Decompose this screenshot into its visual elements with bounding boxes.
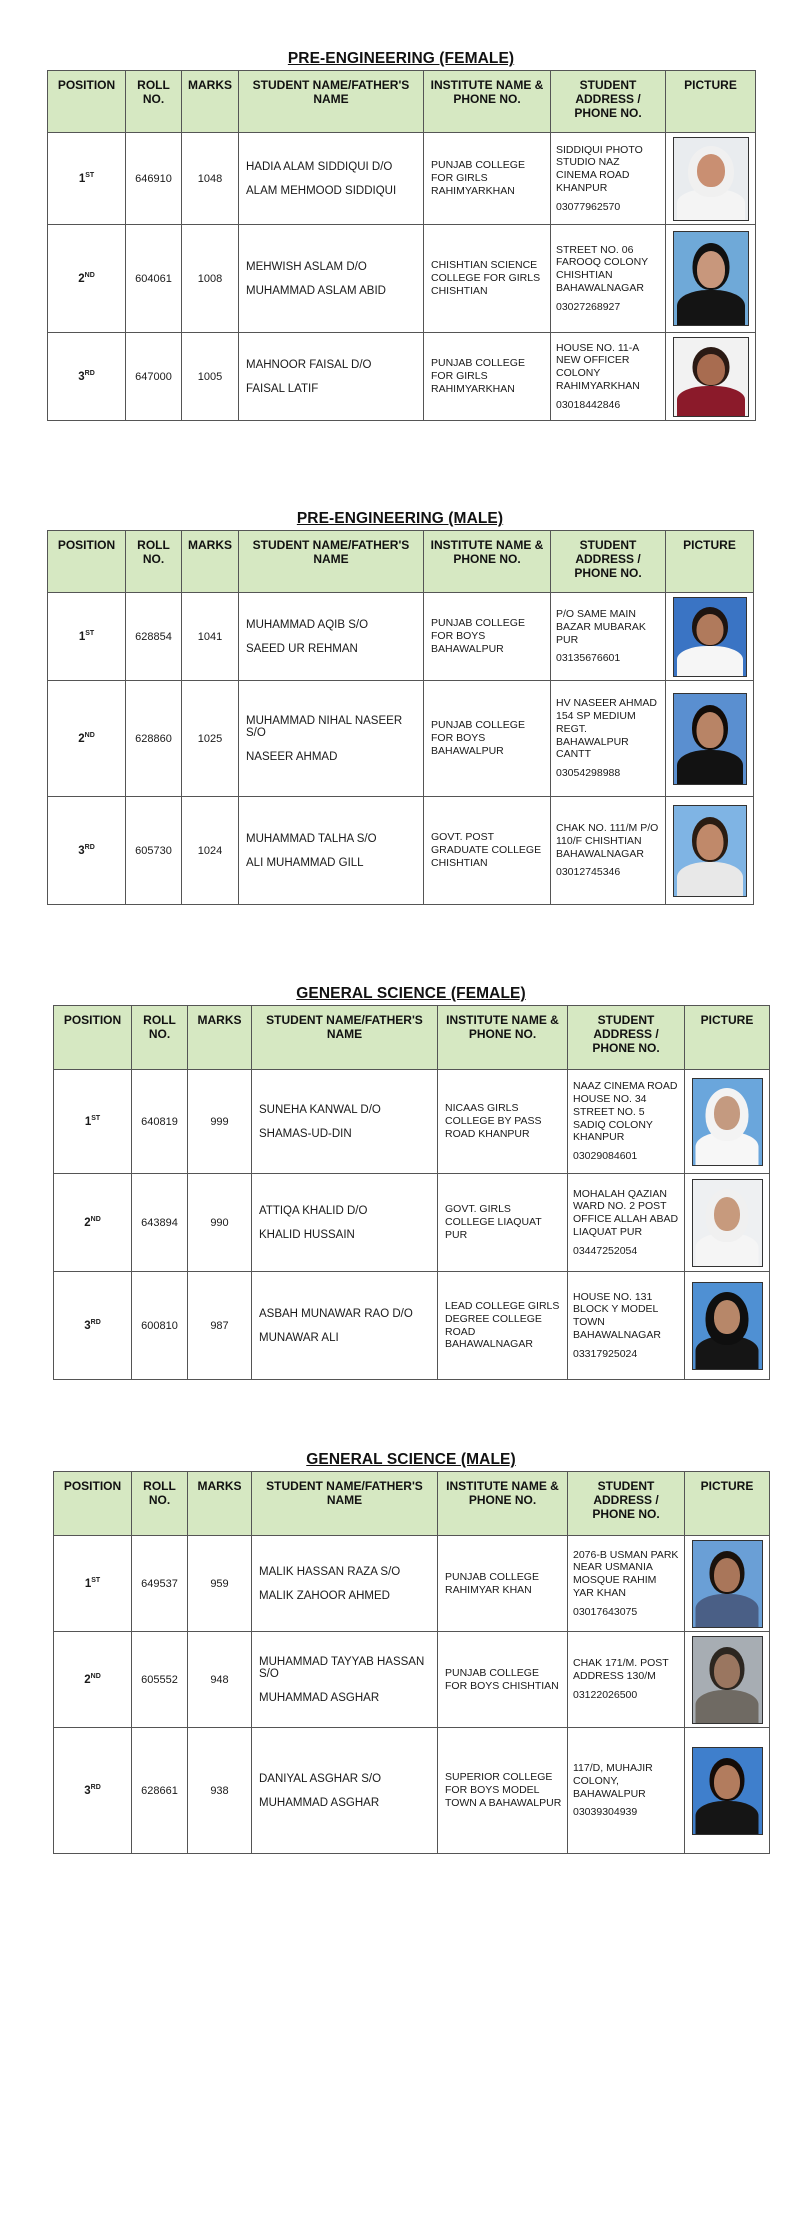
student-name-cell	[252, 1272, 438, 1380]
father-name: MUHAMMAD ASGHAR	[259, 1796, 380, 1809]
picture-cell	[685, 1174, 770, 1272]
student-name-cell	[252, 1632, 438, 1728]
marks-cell: 959	[188, 1536, 252, 1632]
institute-cell: SUPERIOR COLLEGE FOR BOYS MODEL TOWN A BAHAWALPUR	[438, 1728, 568, 1854]
position-cell	[54, 1070, 132, 1174]
position-number: 2	[84, 1673, 91, 1686]
results-table	[53, 1005, 770, 1380]
marks-cell: 938	[188, 1728, 252, 1854]
marks-cell: 990	[188, 1174, 252, 1272]
roll-no-cell: 628860	[126, 681, 182, 797]
position-suffix: ST	[85, 172, 95, 180]
results-table	[47, 530, 754, 905]
father-name: MALIK ZAHOOR AHMED	[259, 1589, 390, 1602]
student-name-header: STUDENT NAME/FATHER'S NAME	[239, 71, 424, 133]
marks-cell: 1041	[182, 593, 239, 681]
position-suffix: ND	[84, 272, 95, 280]
position-number: 2	[84, 1216, 91, 1229]
student-phone: 03018442846	[556, 398, 621, 411]
student-phone: 03054298988	[556, 767, 621, 780]
address-cell	[568, 1728, 685, 1854]
position-number: 1	[78, 172, 86, 185]
table-row	[54, 1174, 770, 1272]
picture-cell	[685, 1632, 770, 1728]
student-photo	[692, 1540, 763, 1628]
institute-cell: GOVT. POST GRADUATE COLLEGE CHISHTIAN	[424, 797, 551, 905]
student-phone: 03135676601	[556, 652, 621, 665]
table-row	[54, 1536, 770, 1632]
father-name: SAEED UR REHMAN	[246, 642, 358, 655]
student-phone: 03317925024	[573, 1347, 638, 1360]
address-cell	[568, 1272, 685, 1380]
table-row	[54, 1272, 770, 1380]
student-name: MEHWISH ASLAM D/O	[246, 260, 367, 273]
table-row	[48, 133, 756, 225]
student-photo	[692, 1636, 763, 1724]
position-suffix: ND	[90, 1673, 101, 1681]
position-cell	[48, 593, 126, 681]
institute-cell: GOVT. GIRLS COLLEGE LIAQUAT PUR	[438, 1174, 568, 1272]
marks-cell: 1025	[182, 681, 239, 797]
father-name: SHAMAS-UD-DIN	[259, 1127, 352, 1140]
student-name-cell	[239, 333, 424, 421]
student-name: ATTIQA KHALID D/O	[259, 1204, 368, 1217]
picture-cell	[666, 681, 754, 797]
picture-cell	[666, 333, 756, 421]
result-section	[47, 50, 755, 421]
roll-no-cell: 600810	[132, 1272, 188, 1380]
position-cell	[54, 1536, 132, 1632]
section-title: PRE-ENGINEERING (FEMALE)	[287, 50, 515, 67]
student-photo	[692, 1179, 763, 1267]
student-name: MUHAMMAD NIHAL NASEER S/O	[246, 714, 403, 739]
father-name: FAISAL LATIF	[246, 382, 319, 395]
marks-header: MARKS	[182, 531, 239, 593]
picture-cell	[666, 133, 756, 225]
roll-no-header: ROLL NO.	[126, 71, 182, 133]
picture-header: PICTURE	[685, 1006, 770, 1070]
institute-header: INSTITUTE NAME & PHONE NO.	[438, 1472, 568, 1536]
picture-cell	[685, 1536, 770, 1632]
roll-no-cell: 646910	[126, 133, 182, 225]
father-name: ALI MUHAMMAD GILL	[246, 856, 364, 869]
marks-header: MARKS	[188, 1006, 252, 1070]
student-address: HOUSE NO. 131 BLOCK Y MODEL TOWN BAHAWALNAGAR	[573, 1290, 661, 1341]
position-cell	[48, 333, 126, 421]
picture-cell	[666, 593, 754, 681]
position-suffix: ST	[85, 630, 95, 638]
section-title: GENERAL SCIENCE (FEMALE)	[296, 985, 526, 1002]
picture-cell	[666, 797, 754, 905]
address-header: STUDENT ADDRESS / PHONE NO.	[551, 531, 666, 593]
student-photo	[692, 1282, 763, 1370]
position-header: POSITION	[54, 1006, 132, 1070]
father-name: MUHAMMAD ASLAM ABID	[246, 284, 386, 297]
institute-cell: NICAAS GIRLS COLLEGE BY PASS ROAD KHANPUR	[438, 1070, 568, 1174]
student-address: CHAK NO. 111/M P/O 110/F CHISHTIAN BAHAWALNAGAR	[556, 821, 659, 860]
address-cell	[551, 133, 666, 225]
position-header: POSITION	[48, 71, 126, 133]
student-photo	[692, 1078, 763, 1166]
student-address: 2076-B USMAN PARK NEAR USMANIA MOSQUE RAHIM YAR KHAN	[573, 1548, 679, 1599]
marks-cell: 987	[188, 1272, 252, 1380]
institute-cell: PUNJAB COLLEGE FOR BOYS CHISHTIAN	[438, 1632, 568, 1728]
address-cell	[551, 681, 666, 797]
student-name: HADIA ALAM SIDDIQUI D/O	[246, 160, 393, 173]
roll-no-header: ROLL NO.	[126, 531, 182, 593]
table-row	[54, 1070, 770, 1174]
result-section	[47, 510, 753, 905]
position-number: 1	[84, 1577, 92, 1590]
student-name: MALIK HASSAN RAZA S/O	[259, 1565, 401, 1578]
student-photo	[673, 805, 747, 897]
position-suffix: RD	[84, 370, 95, 378]
student-name: MAHNOOR FAISAL D/O	[246, 358, 372, 371]
address-header: STUDENT ADDRESS / PHONE NO.	[568, 1472, 685, 1536]
position-number: 1	[78, 630, 86, 643]
student-name-cell	[252, 1070, 438, 1174]
picture-header: PICTURE	[685, 1472, 770, 1536]
student-name: MUHAMMAD TALHA S/O	[246, 832, 377, 845]
marks-cell: 1008	[182, 225, 239, 333]
roll-no-cell: 628661	[132, 1728, 188, 1854]
student-phone: 03039304939	[573, 1806, 638, 1819]
table-row	[48, 797, 754, 905]
position-number: 1	[84, 1115, 92, 1128]
picture-cell	[685, 1272, 770, 1380]
table-row	[48, 225, 756, 333]
roll-no-header: ROLL NO.	[132, 1006, 188, 1070]
student-photo	[673, 597, 747, 677]
picture-cell	[685, 1728, 770, 1854]
student-address: HOUSE NO. 11-A NEW OFFICER COLONY RAHIMYARKHAN	[556, 341, 640, 392]
marks-header: MARKS	[182, 71, 239, 133]
picture-header: PICTURE	[666, 71, 756, 133]
picture-header: PICTURE	[666, 531, 754, 593]
picture-cell	[685, 1070, 770, 1174]
student-name: MUHAMMAD TAYYAB HASSAN S/O	[259, 1655, 425, 1680]
position-number: 3	[84, 1319, 91, 1332]
student-name: ASBAH MUNAWAR RAO D/O	[259, 1307, 413, 1320]
student-name-cell	[239, 593, 424, 681]
position-cell	[48, 225, 126, 333]
position-cell	[54, 1174, 132, 1272]
institute-cell: CHISHTIAN SCIENCE COLLEGE FOR GIRLS CHISHTIAN	[424, 225, 551, 333]
student-name: SUNEHA KANWAL D/O	[259, 1103, 381, 1116]
student-phone: 03029084601	[573, 1150, 638, 1163]
student-name-header: STUDENT NAME/FATHER'S NAME	[252, 1006, 438, 1070]
student-phone: 03027268927	[556, 300, 621, 313]
institute-cell: PUNJAB COLLEGE FOR BOYS BAHAWALPUR	[424, 681, 551, 797]
picture-cell	[666, 225, 756, 333]
student-name-cell	[239, 681, 424, 797]
student-address: 117/D, MUHAJIR COLONY, BAHAWALPUR	[573, 1761, 653, 1800]
table-row	[54, 1728, 770, 1854]
position-cell	[54, 1632, 132, 1728]
marks-cell: 1005	[182, 333, 239, 421]
table-row	[48, 681, 754, 797]
institute-header: INSTITUTE NAME & PHONE NO.	[438, 1006, 568, 1070]
father-name: MUHAMMAD ASGHAR	[259, 1691, 380, 1704]
position-suffix: RD	[90, 1784, 101, 1792]
position-number: 2	[78, 732, 85, 745]
position-suffix: RD	[90, 1319, 101, 1327]
section-title: PRE-ENGINEERING (MALE)	[296, 510, 504, 527]
position-cell	[48, 681, 126, 797]
section-title: GENERAL SCIENCE (MALE)	[306, 1451, 516, 1468]
roll-no-cell: 643894	[132, 1174, 188, 1272]
position-cell	[54, 1272, 132, 1380]
roll-no-header: ROLL NO.	[132, 1472, 188, 1536]
student-address: HV NASEER AHMAD 154 SP MEDIUM REGT. BAHAWALPUR CANTT	[556, 697, 657, 761]
address-cell	[551, 797, 666, 905]
result-section	[53, 985, 769, 1380]
institute-header: INSTITUTE NAME & PHONE NO.	[424, 531, 551, 593]
position-number: 3	[78, 370, 85, 383]
father-name: MUNAWAR ALI	[259, 1331, 339, 1344]
marks-cell: 1048	[182, 133, 239, 225]
address-cell	[551, 225, 666, 333]
father-name: KHALID HUSSAIN	[259, 1228, 355, 1241]
student-address: SIDDIQUI PHOTO STUDIO NAZ CINEMA ROAD KHANPUR	[556, 143, 643, 194]
institute-cell: PUNJAB COLLEGE FOR GIRLS RAHIMYARKHAN	[424, 133, 551, 225]
student-address: STREET NO. 06 FAROOQ COLONY CHISHTIAN BAHAWALNAGAR	[556, 243, 648, 294]
institute-cell: LEAD COLLEGE GIRLS DEGREE COLLEGE ROAD BAHAWALNAGAR	[438, 1272, 568, 1380]
student-name-cell	[239, 225, 424, 333]
roll-no-cell: 605730	[126, 797, 182, 905]
position-suffix: ND	[90, 1216, 101, 1224]
roll-no-cell: 605552	[132, 1632, 188, 1728]
institute-cell: PUNJAB COLLEGE FOR GIRLS RAHIMYARKHAN	[424, 333, 551, 421]
student-name-cell	[252, 1174, 438, 1272]
student-name-cell	[252, 1728, 438, 1854]
student-name: MUHAMMAD AQIB S/O	[246, 618, 369, 631]
student-name-header: STUDENT NAME/FATHER'S NAME	[239, 531, 424, 593]
position-number: 3	[84, 1784, 91, 1797]
address-header: STUDENT ADDRESS / PHONE NO.	[568, 1006, 685, 1070]
roll-no-cell: 649537	[132, 1536, 188, 1632]
student-phone: 03012745346	[556, 866, 621, 879]
result-section	[53, 1451, 769, 1854]
position-suffix: RD	[84, 844, 95, 852]
father-name: ALAM MEHMOOD SIDDIQUI	[246, 184, 397, 197]
address-cell	[568, 1632, 685, 1728]
institute-cell: PUNJAB COLLEGE FOR BOYS BAHAWALPUR	[424, 593, 551, 681]
address-header: STUDENT ADDRESS / PHONE NO.	[551, 71, 666, 133]
position-cell	[48, 133, 126, 225]
position-suffix: ND	[84, 732, 95, 740]
student-photo	[673, 693, 747, 785]
institute-header: INSTITUTE NAME & PHONE NO.	[424, 71, 551, 133]
position-header: POSITION	[54, 1472, 132, 1536]
student-photo	[692, 1747, 763, 1835]
address-cell	[568, 1070, 685, 1174]
roll-no-cell: 604061	[126, 225, 182, 333]
student-name-cell	[239, 797, 424, 905]
student-phone: 03077962570	[556, 200, 621, 213]
marks-cell: 999	[188, 1070, 252, 1174]
student-address: MOHALAH QAZIAN WARD NO. 2 POST OFFICE ALLAH ABAD LIAQUAT PUR	[573, 1187, 679, 1238]
address-cell	[568, 1536, 685, 1632]
student-phone: 03122026500	[573, 1688, 638, 1701]
address-cell	[568, 1174, 685, 1272]
roll-no-cell: 640819	[132, 1070, 188, 1174]
roll-no-cell: 628854	[126, 593, 182, 681]
address-cell	[551, 593, 666, 681]
position-cell	[48, 797, 126, 905]
student-name: DANIYAL ASGHAR S/O	[259, 1772, 382, 1785]
table-row	[48, 333, 756, 421]
student-photo	[673, 231, 749, 326]
address-cell	[551, 333, 666, 421]
position-suffix: ST	[91, 1115, 101, 1123]
student-address: P/O SAME MAIN BAZAR MUBARAK PUR	[556, 607, 646, 646]
marks-cell: 1024	[182, 797, 239, 905]
results-table	[47, 70, 756, 421]
student-photo	[673, 337, 749, 417]
student-address: CHAK 171/M. POST ADDRESS 130/M	[573, 1657, 669, 1683]
student-photo	[673, 137, 749, 221]
results-table	[53, 1471, 770, 1854]
student-name-header: STUDENT NAME/FATHER'S NAME	[252, 1472, 438, 1536]
student-name-cell	[252, 1536, 438, 1632]
father-name: NASEER AHMAD	[246, 750, 338, 763]
position-number: 3	[78, 844, 85, 857]
student-address: NAAZ CINEMA ROAD HOUSE NO. 34 STREET NO. 5 SADIQ COLONY KHANPUR	[573, 1080, 678, 1144]
table-row	[54, 1632, 770, 1728]
student-phone: 03447252054	[573, 1244, 638, 1257]
position-header: POSITION	[48, 531, 126, 593]
institute-cell: PUNJAB COLLEGE RAHIMYAR KHAN	[438, 1536, 568, 1632]
position-cell	[54, 1728, 132, 1854]
marks-cell: 948	[188, 1632, 252, 1728]
student-name-cell	[239, 133, 424, 225]
table-row	[48, 593, 754, 681]
position-suffix: ST	[91, 1577, 101, 1585]
marks-header: MARKS	[188, 1472, 252, 1536]
roll-no-cell: 647000	[126, 333, 182, 421]
position-number: 2	[78, 272, 85, 285]
student-phone: 03017643075	[573, 1605, 638, 1618]
